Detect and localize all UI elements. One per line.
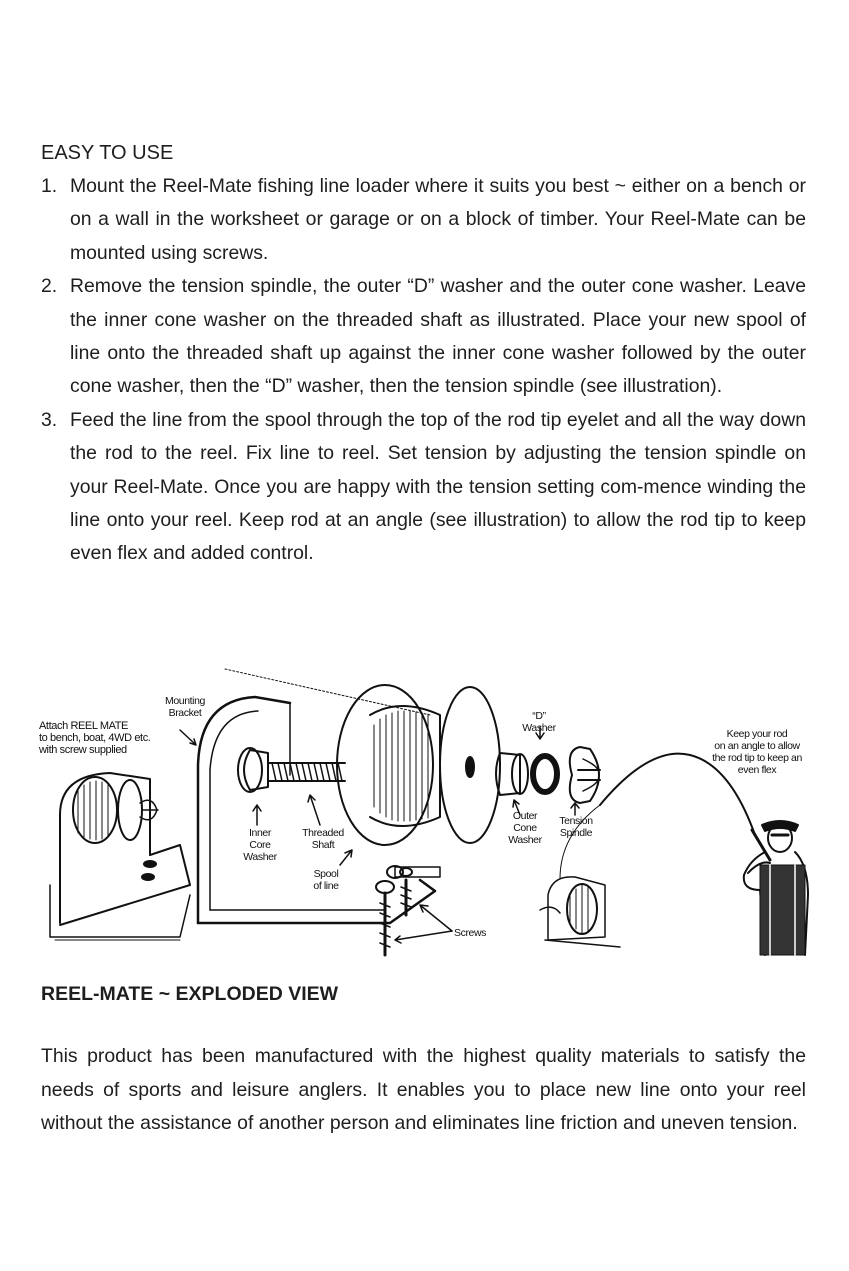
section-title: EASY TO USE (41, 142, 174, 164)
label-d-quote: “D” (532, 710, 546, 722)
label-attach-line1: Attach REEL MATE (39, 720, 128, 732)
instruction-step (41, 170, 806, 270)
label-inner: Inner (249, 827, 271, 839)
label-rod-line1: Keep your rod (726, 728, 788, 740)
step-number: 3. (41, 408, 58, 431)
label-attach-line2: to bench, boat, 4WD etc. (39, 732, 151, 744)
bench-mounted-unit (50, 773, 190, 940)
illustration-drawing (0, 655, 849, 960)
label-screws: Screws (454, 927, 487, 939)
tension-spindle (570, 747, 600, 803)
illustration-caption: REEL-MATE ~ EXPLODED VIEW (41, 983, 339, 1005)
label-spindle: Spindle (559, 827, 593, 839)
label-mounting: Mounting (165, 695, 205, 707)
instruction-step (41, 270, 806, 404)
step-number: 1. (41, 175, 58, 197)
instruction-step (41, 404, 806, 571)
label-bracket: Bracket (168, 707, 202, 719)
label-core: Core (249, 839, 271, 851)
label-washer: Washer (243, 851, 277, 863)
label-spool: Spool (313, 868, 339, 880)
threaded-shaft (268, 763, 345, 781)
d-washer (533, 756, 557, 792)
rod-reel (540, 877, 620, 947)
exploded-view-illustration (0, 655, 849, 960)
product-description: This product has been manufactured with the highest quality materials to satisfy the needs of sports and leisure anglers. It enables you to place new line onto your reel without the assistance of another person and eliminates line friction and uneven tension. (41, 1045, 806, 1135)
label-of-line: of line (313, 880, 339, 892)
label-d-washer: Washer (522, 722, 556, 734)
label-threaded: Threaded (302, 827, 344, 839)
spool-of-line (225, 669, 500, 845)
inner-core-washer (238, 748, 268, 792)
label-shaft: Shaft (311, 839, 335, 851)
label-tension: Tension (559, 815, 593, 827)
step-text: Remove the tension spindle, the outer “D” washer and the outer cone washer. Leave the inner cone washer on the threaded shaft as illustrated. Place your new spool of line onto the threaded shaft up against the inner cone washer followed by the outer cone washer, then the “D” washer, then the tension spindle (see illustration). (70, 275, 806, 398)
label-cone: Cone (513, 822, 537, 834)
step-text: Mount the Reel-Mate fishing line loader where it suits you best ~ either on a bench or on a wall in the worksheet or garage or on a block of timber. Your Reel-Mate can be mounted using screws. (70, 175, 806, 264)
label-rod-line4: even flex (737, 764, 777, 776)
label-outer-washer: Washer (508, 834, 542, 846)
label-attach-line3: with screw supplied (39, 744, 127, 756)
label-rod-line3: the rod tip to keep an (712, 752, 802, 764)
label-rod-line2: on an angle to allow (714, 740, 800, 752)
angler-figure (744, 821, 808, 955)
step-text: Feed the line from the spool through the top of the rod tip eyelet and all the way down the rod to the reel. Fix line to reel. Set tension by adjusting the tension spindle on your Reel-Mate. Once you are happy with the tension setting com-mence winding the line onto your reel. Keep rod at an angle (see illustration) to allow the rod tip to keep even flex and added control. (70, 408, 806, 565)
instruction-list (41, 170, 806, 571)
label-outer: Outer (512, 810, 538, 822)
step-number: 2. (41, 275, 58, 298)
